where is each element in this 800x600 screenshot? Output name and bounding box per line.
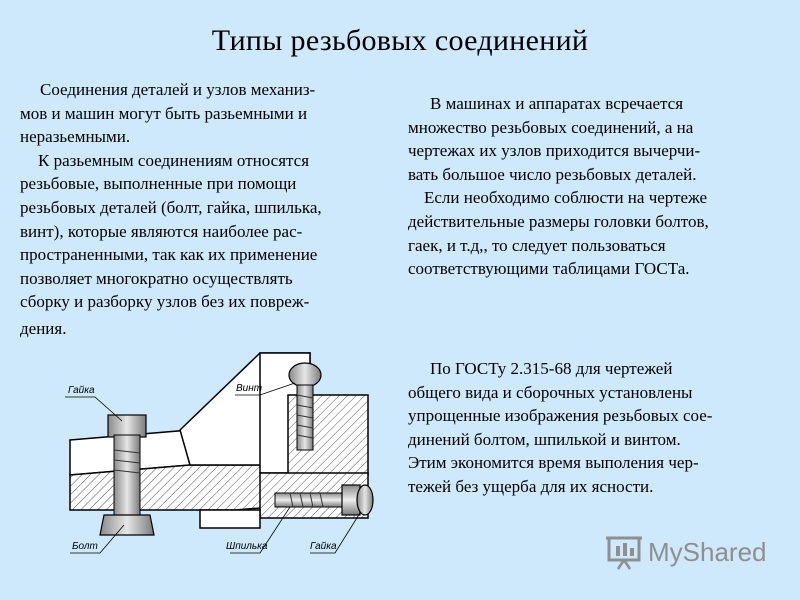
text-line: динений болтом, шпилькой и винтом. bbox=[408, 429, 681, 449]
text-line: По ГОСТу 2.315-68 для чертежей bbox=[430, 359, 673, 378]
label-bolt: Болт bbox=[72, 541, 98, 552]
label-stud: Шпилька bbox=[226, 541, 268, 552]
threaded-joints-drawing bbox=[60, 335, 390, 565]
text-line: соответствующими таблицами ГОСТа. bbox=[408, 259, 690, 279]
text-line: тежей без ущерба для их ясности. bbox=[408, 476, 654, 496]
right-paragraph-1 bbox=[408, 92, 778, 281]
watermark-logo bbox=[606, 534, 776, 574]
text-line: гаек, и т.д,, то следует пользоваться bbox=[408, 235, 666, 255]
text-line: Этим экономится время выполения чер- bbox=[408, 453, 699, 473]
left-paragraph bbox=[20, 78, 380, 341]
logo-text: MyShared bbox=[648, 537, 767, 567]
text-line: общего вида и сборочных установлены bbox=[408, 382, 693, 402]
text-line: позволяет многократно осуществлять bbox=[20, 268, 293, 288]
text-line: пространенными, так как их применение bbox=[20, 245, 318, 265]
text-line: Соединения деталей и узлов механиз- bbox=[40, 80, 316, 99]
text-line: сборку и разборку узлов без их повреж- bbox=[20, 292, 310, 312]
label-screw: Винт bbox=[236, 383, 263, 394]
right-paragraph-2 bbox=[408, 357, 778, 499]
label-nut-bottom: Гайка bbox=[310, 541, 337, 552]
text-line: винт), которые являются наиболее рас- bbox=[20, 221, 303, 241]
label-nut-top: Гайка bbox=[68, 385, 95, 396]
text-line: дения. bbox=[20, 318, 67, 338]
text-line: чертежах их узлов приходится вычерчи- bbox=[408, 141, 701, 161]
text-line: Если необходимо соблюсти на чертеже bbox=[424, 188, 708, 208]
text-line: множество резьбовых соединений, а на bbox=[408, 117, 694, 137]
text-line: действительные размеры головки болтов, bbox=[408, 211, 709, 231]
text-line: резьбовых деталей (болт, гайка, шпилька, bbox=[20, 197, 322, 217]
text-line: резьбовые, выполненные при помощи bbox=[20, 174, 297, 194]
projector-screen-icon bbox=[606, 534, 644, 570]
text-line: вать большое число резьбовых деталей. bbox=[408, 164, 697, 184]
text-line: К разьемным соединениям относятся bbox=[38, 150, 310, 170]
text-line: неразьемными. bbox=[20, 127, 131, 147]
text-line: мов и машин могут быть разьемными и bbox=[20, 103, 308, 123]
slide-title: Типы резьбовых соединений bbox=[211, 24, 589, 57]
text-line: В машинах и аппаратах всречается bbox=[430, 94, 684, 113]
text-line: упрощенные изображения резьбовых сое- bbox=[408, 406, 713, 426]
